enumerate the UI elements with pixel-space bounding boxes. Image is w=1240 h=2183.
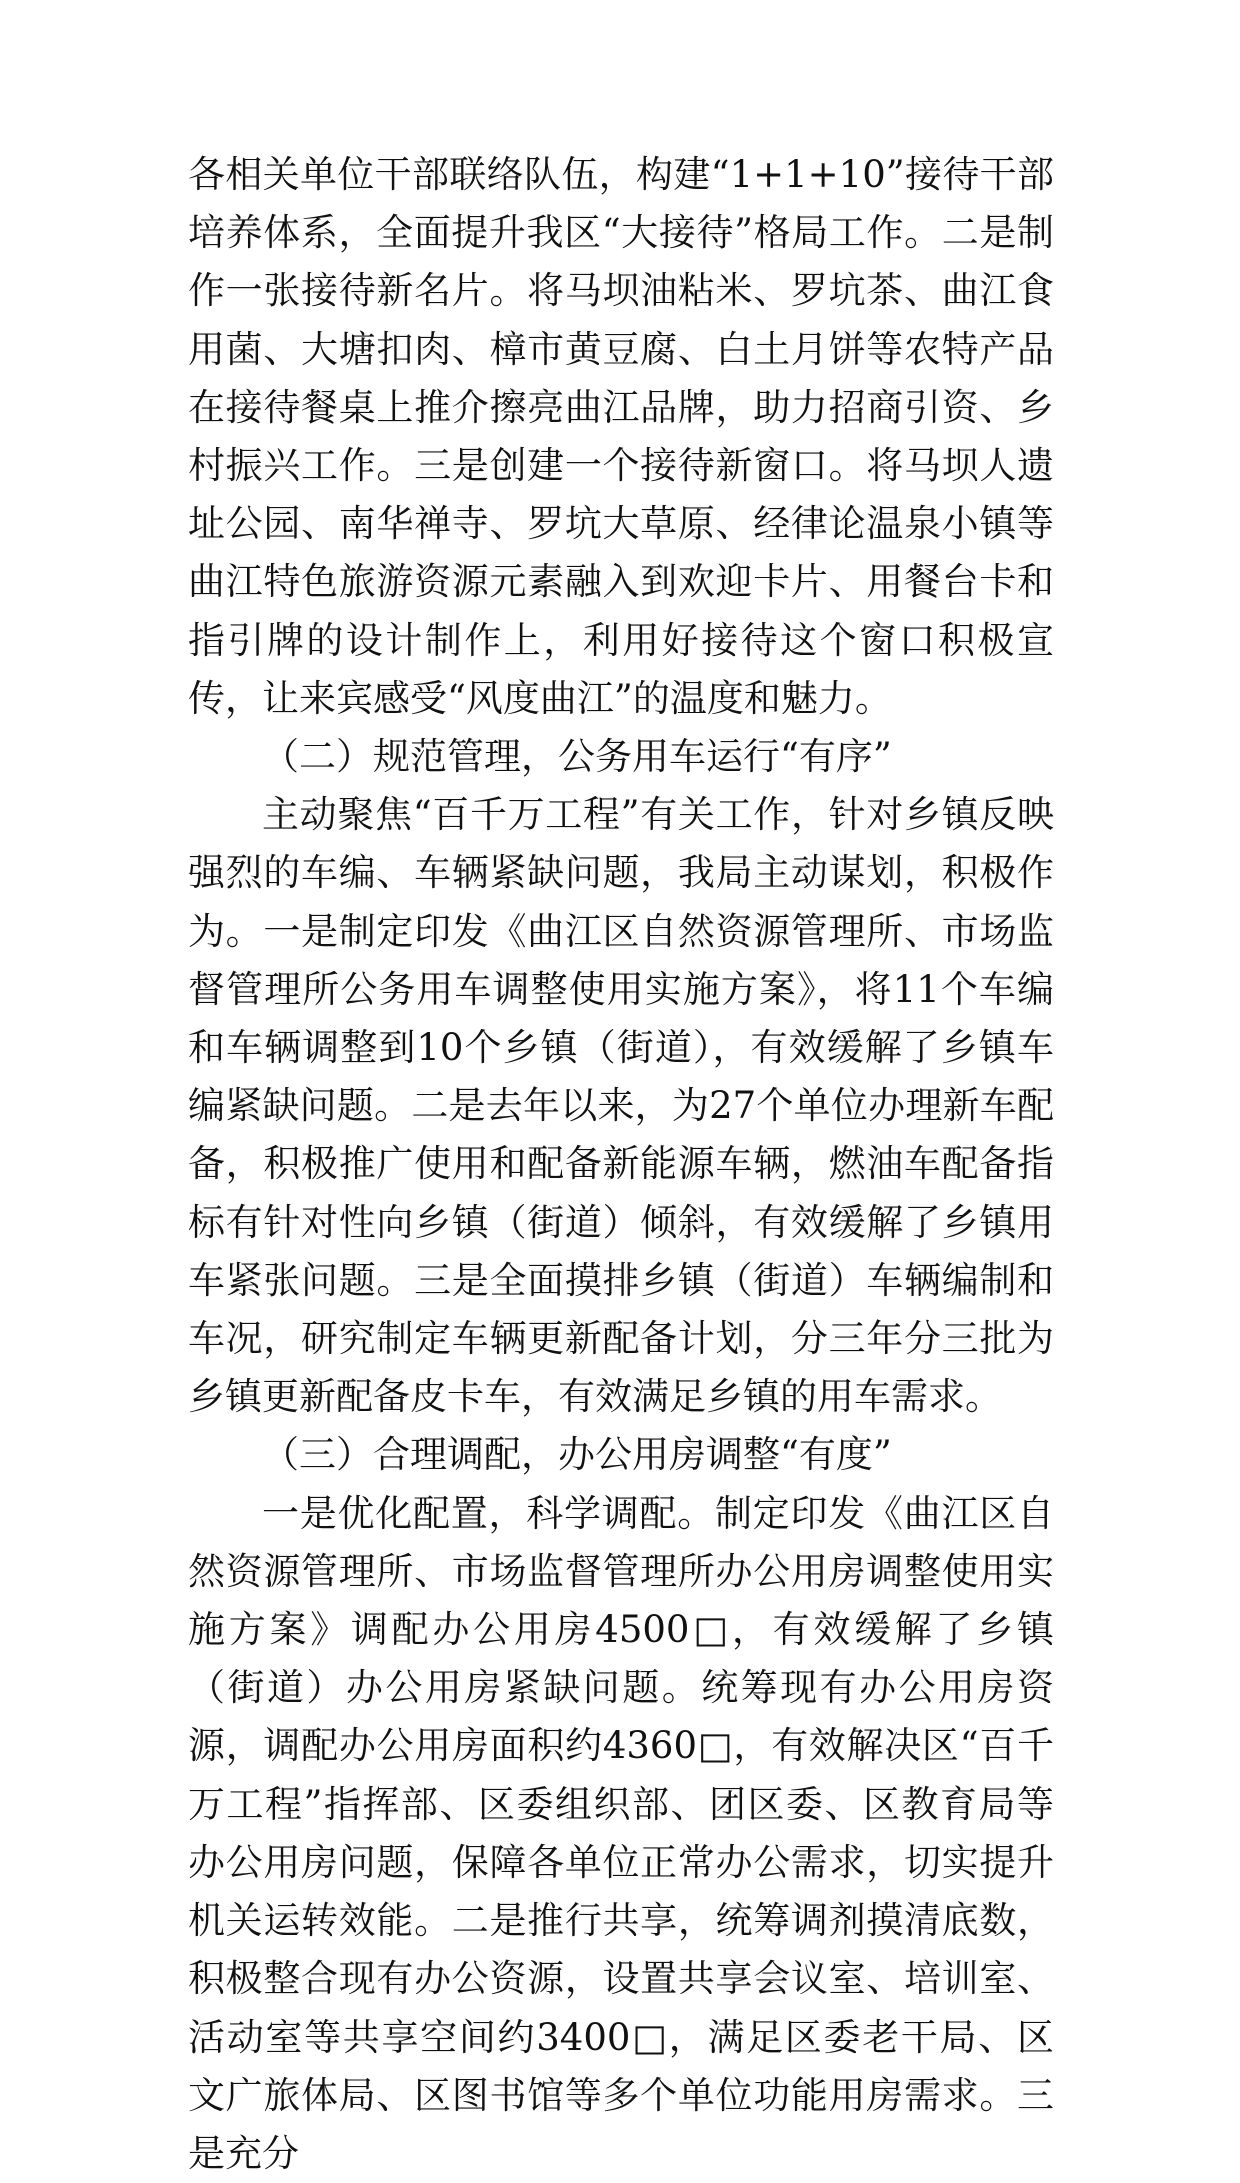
document-page — [188, 146, 1054, 2183]
body-paragraph: 一是优化配置，科学调配。制定印发《曲江区自然资源管理所、市场监督管理所办公用房调整使用实施方案》调配办公用房4500□，有效缓解了乡镇（街道）办公用房紧缺问题。统筹现有办公用房资源，调配办公用房面积约4360□，有效解决区“百千万工程”指挥部、区委组织部、团区委、区教育局等办公用房问题，保障各单位正常办公需求，切实提升机关运转效能。二是推行共享，统筹调剂摸清底数，积极整合现有办公资源，设置共享会议室、培训室、活动室等共享空间约3400□，满足区委老干局、区文广旅体局、区图书馆等多个单位功能用房需求。三是充分 — [188, 1491, 1054, 2175]
body-paragraph: 主动聚焦“百千万工程”有关工作，针对乡镇反映强烈的车编、车辆紧缺问题，我局主动谋划，积极作为。一是制定印发《曲江区自然资源管理所、市场监督管理所公务用车调整使用实施方案》，将11个车编和车辆调整到10个乡镇（街道），有效缓解了乡镇车编紧缺问题。二是去年以来，为27个单位办理新车配备，积极推广使用和配备新能源车辆，燃油车配备指标有针对性向乡镇（街道）倾斜，有效缓解了乡镇用车紧张问题。三是全面摸排乡镇（街道）车辆编制和车况，研究制定车辆更新配备计划，分三年分三批为乡镇更新配备皮卡车，有效满足乡镇的用车需求。 — [188, 793, 1054, 1419]
body-paragraph: 各相关单位干部联络队伍，构建“1+1+10”接待干部培养体系，全面提升我区“大接待”格局工作。二是制作一张接待新名片。将马坝油粘米、罗坑茶、曲江食用菌、大塘扣肉、樟市黄豆腐、白土月饼等农特产品在接待餐桌上推介擦亮曲江品牌，助力招商引资、乡村振兴工作。三是创建一个接待新窗口。将马坝人遗址公园、南华禅寺、罗坑大草原、经律论温泉小镇等曲江特色旅游资源元素融入到欢迎卡片、用餐台卡和指引牌的设计制作上，利用好接待这个窗口积极宣传，让来宾感受“风度曲江”的温度和魅力。 — [188, 153, 1054, 720]
section-heading: （三）合理调配，办公用房调整“有度” — [262, 1433, 892, 1477]
section-heading: （二）规范管理，公务用车运行“有序” — [262, 735, 892, 779]
